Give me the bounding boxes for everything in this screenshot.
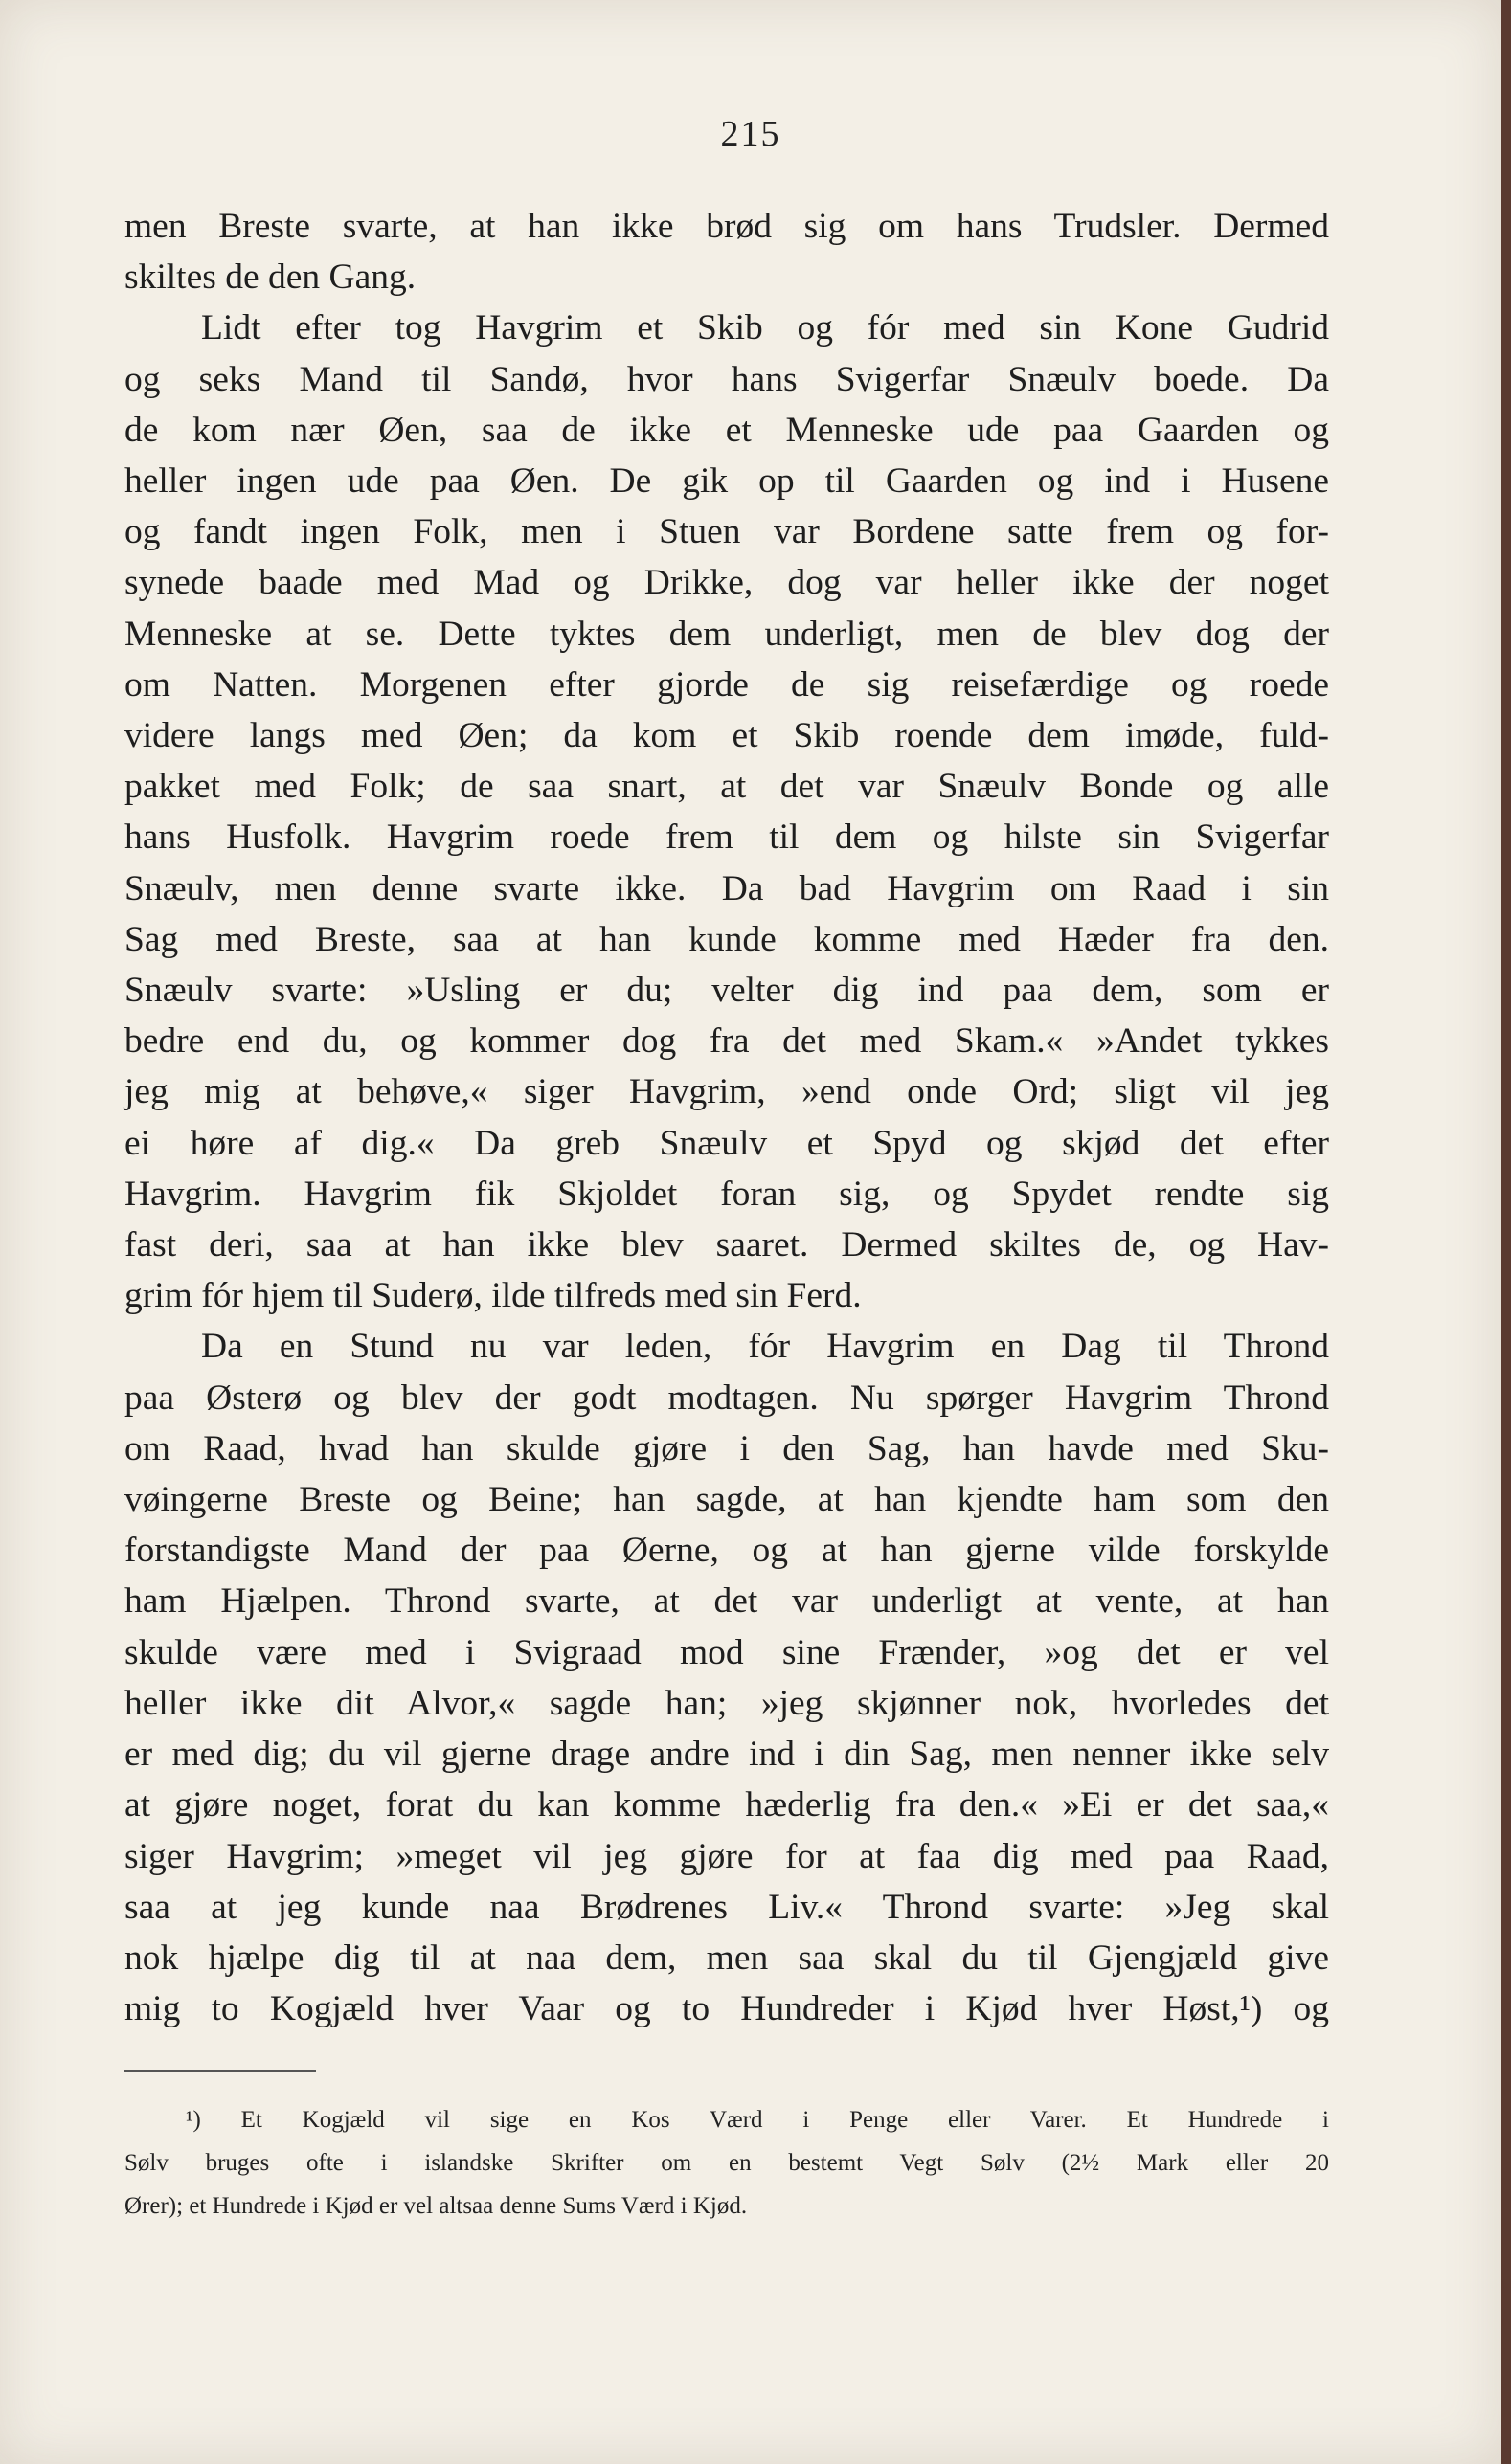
- text-line: er med dig; du vil gjerne drage andre ind i din Sag, men nenner ikke selv: [124, 1735, 1329, 1775]
- text-line: ei høre af dig.« Da greb Snæulv et Spyd og skjød det efter: [124, 1123, 1329, 1163]
- text-line: saa at jeg kunde naa Brødrenes Liv.« Thrond svarte: »Jeg skal: [124, 1887, 1329, 1927]
- text-line: ham Hjælpen. Thrond svarte, at det var underligt at vente, at han: [124, 1581, 1329, 1622]
- text-line: grim fór hjem til Suderø, ilde tilfreds med sin Ferd.: [124, 1276, 862, 1316]
- text-line: pakket med Folk; de saa snart, at det var Snæulv Bonde og alle: [124, 767, 1329, 807]
- page-edge: [1501, 0, 1511, 2464]
- text-line: Snæulv svarte: »Usling er du; velter dig ind paa dem, som er: [124, 971, 1329, 1011]
- text-line: jeg mig at behøve,« siger Havgrim, »end onde Ord; sligt vil jeg: [124, 1072, 1329, 1112]
- text-line: mig to Kogjæld hver Vaar og to Hundreder i Kjød hver Høst,¹) og: [124, 1989, 1329, 2029]
- footnote-line: Ører); et Hundrede i Kjød er vel altsaa denne Sums Værd i Kjød.: [124, 2193, 748, 2219]
- footnote-divider: [124, 2070, 316, 2072]
- text-line: heller ingen ude paa Øen. De gik op til Gaarden og ind i Husene: [124, 461, 1329, 502]
- page-number: 215: [720, 114, 781, 154]
- text-line: Lidt efter tog Havgrim et Skib og fór med sin Kone Gudrid: [201, 308, 1329, 348]
- text-line: skiltes de den Gang.: [124, 258, 417, 298]
- text-line: Da en Stund nu var leden, fór Havgrim en Dag til Thrond: [201, 1327, 1329, 1367]
- text-line: om Natten. Morgenen efter gjorde de sig reisefærdige og roede: [124, 664, 1329, 705]
- footnote-line: ¹) Et Kogjæld vil sige en Kos Værd i Penge eller Varer. Et Hundrede i: [186, 2107, 1329, 2133]
- text-line: at gjøre noget, forat du kan komme hæderlig fra den.« »Ei er det saa,«: [124, 1785, 1329, 1826]
- text-line: Snæulv, men denne svarte ikke. Da bad Havgrim om Raad i sin: [124, 868, 1329, 908]
- text-line: Sag med Breste, saa at han kunde komme med Hæder fra den.: [124, 919, 1329, 959]
- footnote-line: Sølv bruges ofte i islandske Skrifter om en bestemt Vegt Sølv (2½ Mark eller 20: [124, 2150, 1329, 2176]
- text-line: heller ikke dit Alvor,« sagde han; »jeg skjønner nok, hvorledes det: [124, 1683, 1329, 1723]
- text-line: om Raad, hvad han skulde gjøre i den Sag, han havde med Sku-: [124, 1428, 1329, 1468]
- text-line: fast deri, saa at han ikke blev saaret. Dermed skiltes de, og Hav-: [124, 1225, 1329, 1266]
- text-line: og seks Mand til Sandø, hvor hans Svigerfar Snæulv boede. Da: [124, 359, 1329, 399]
- text-line: paa Østerø og blev der godt modtagen. Nu spørger Havgrim Thrond: [124, 1378, 1329, 1418]
- text-line: de kom nær Øen, saa de ikke et Menneske ude paa Gaarden og: [124, 410, 1329, 450]
- text-line: skulde være med i Svigraad mod sine Frænder, »og det er vel: [124, 1632, 1329, 1672]
- text-line: forstandigste Mand der paa Øerne, og at han gjerne vilde forskylde: [124, 1531, 1329, 1571]
- text-line: hans Husfolk. Havgrim roede frem til dem og hilste sin Svigerfar: [124, 818, 1329, 858]
- text-line: Menneske at se. Dette tyktes dem underligt, men de blev dog der: [124, 614, 1329, 654]
- text-line: siger Havgrim; »meget vil jeg gjøre for at faa dig med paa Raad,: [124, 1836, 1329, 1876]
- text-line: vøingerne Breste og Beine; han sagde, at han kjendte ham som den: [124, 1480, 1329, 1520]
- text-line: og fandt ingen Folk, men i Stuen var Bordene satte frem og for-: [124, 512, 1329, 552]
- footnotes: [124, 2098, 1329, 2228]
- text-line: men Breste svarte, at han ikke brød sig om hans Trudsler. Dermed: [124, 207, 1329, 246]
- body-text: [124, 201, 1329, 2034]
- text-line: Havgrim. Havgrim fik Skjoldet foran sig, og Spydet rendte sig: [124, 1174, 1329, 1214]
- text-line: synede baade med Mad og Drikke, dog var heller ikke der noget: [124, 563, 1329, 603]
- text-line: videre langs med Øen; da kom et Skib roende dem imøde, fuld-: [124, 716, 1329, 756]
- text-line: nok hjælpe dig til at naa dem, men saa skal du til Gjengjæld give: [124, 1938, 1329, 1978]
- text-line: bedre end du, og kommer dog fra det med Skam.« »Andet tykkes: [124, 1021, 1329, 1062]
